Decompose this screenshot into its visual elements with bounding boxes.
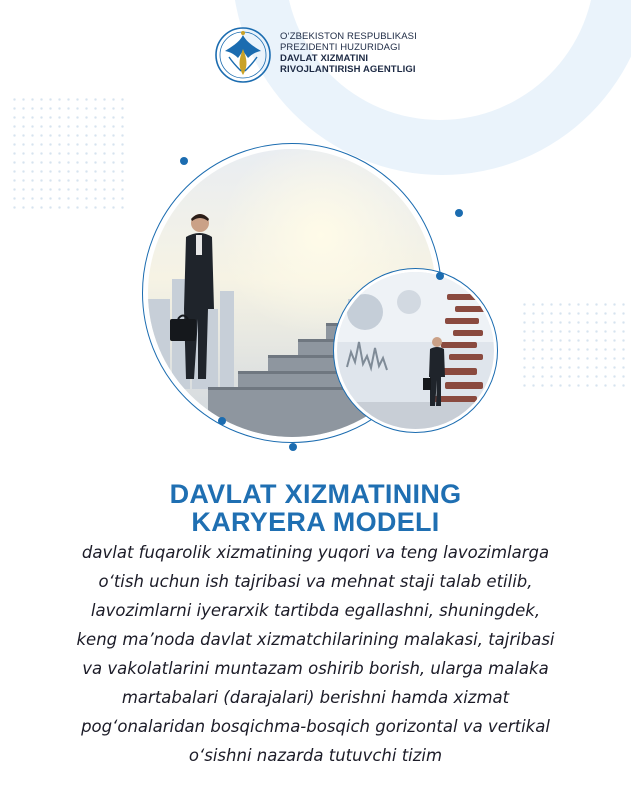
agency-name-line-1: O‘ZBEKISTON RESPUBLIKASI [280,31,417,42]
description-line-7: pog‘onalaridan bosqichma-bosqich gorizontal va vertikal [81,717,550,736]
description-line-3: lavozimlarni iyerarxik tartibda egallashni, shuningdek, [90,601,541,620]
ring-dot-3 [218,417,226,425]
description-line-2: o‘tish uchun ish tajribasi va mehnat staji talab etilib, [98,572,533,591]
dot-pattern-right [520,300,630,390]
agency-logo-icon [213,25,273,85]
description-line-8: o‘sishni nazarda tutuvchi tizim [188,746,443,765]
ring-dot-4 [289,443,297,451]
agency-name-line-4: RIVOJLANTIRISH AGENTLIGI [280,64,416,75]
agency-name [280,31,417,75]
spiral-stairs-image [337,272,494,429]
ring-dot-5 [436,272,444,280]
description-line-1: davlat fuqarolik xizmatining yuqori va teng lavozimlarga [81,543,550,562]
ring-dot-1 [180,157,188,165]
page-title-line-1: DAVLAT XIZMATINING [169,479,462,509]
description-line-4: keng ma’noda davlat xizmatchilarining malakasi, tajribasi [76,630,555,649]
ring-dot-2 [455,209,463,217]
page-title-line-2: KARYERA MODELI [191,507,440,537]
dot-pattern-left [10,95,130,215]
agency-name-line-3: DAVLAT XIZMATINI [280,53,369,64]
description-line-5: va vakolatlarini muntazam oshirib borish, ularga malaka [82,659,549,678]
description-line-6: martabalari (darajalari) berishni hamda xizmat [121,688,510,707]
agency-name-line-2: PREZIDENTI HUZURIDAGI [280,42,401,53]
